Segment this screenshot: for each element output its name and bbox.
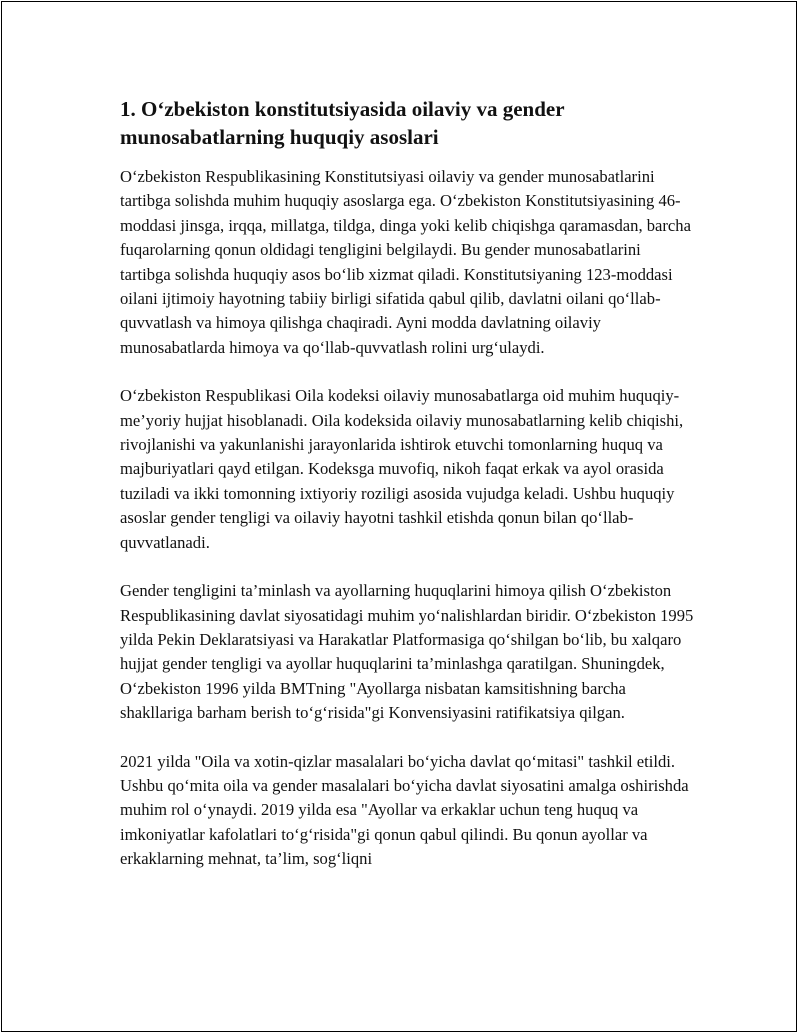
document-body	[120, 95, 695, 896]
section-title: 1. O‘zbekiston konstitutsiyasida oilaviy va gender munosabatlarning huquqiy asoslari	[120, 97, 565, 149]
paragraph-constitution: O‘zbekiston Respublikasining Konstitutsiyasi oilaviy va gender munosabatlarini tartibga solishda muhim huquqiy asoslarga ega. O‘zbekiston Konstitutsiyasining 46-moddasi jinsga, irqqa, millatga, tildga, dinga yoki kelib chiqishga qaramasdan, barcha fuqarolarning qonun oldidagi tengligini belgilaydi. Bu gender munosabatlarini tartibga solishda huquqiy asos bo‘lib xizmat qiladi. Konstitutsiyaning 123-moddasi oilani ijtimoiy hayotning tabiiy birligi sifatida qabul qilib, davlatni oilani qo‘llab-quvvatlash va himoya qilishga chaqiradi. Ayni modda davlatning oilaviy munosabatlarda himoya va qo‘llab-quvvatlash rolini urg‘ulaydi.	[120, 167, 691, 357]
paragraph-state-committee: 2021 yilda "Oila va xotin-qizlar masalalari bo‘yicha davlat qo‘mitasi" tashkil etildi. Ushbu qo‘mita oila va gender masalalari bo‘yicha davlat siyosatini amalga oshirishda muhim rol o‘ynaydi. 2019 yilda esa "Ayollar va erkaklar uchun teng huquq va imkoniyatlar kafolatlari to‘g‘risida"gi qonun qabul qilindi. Bu qonun ayollar va erkaklarning mehnat, ta’lim, sog‘liqni	[120, 751, 689, 869]
page-frame	[1, 1, 797, 1032]
paragraph-family-code: O‘zbekiston Respublikasi Oila kodeksi oilaviy munosabatlarga oid muhim huquqiy-me’yoriy hujjat hisoblanadi. Oila kodeksida oilaviy munosabatlarning kelib chiqishi, rivojlanishi va yakunlanishi jarayonlarida ishtirok etuvchi tomonlarning huquq va majburiyatlari qayd etilgan. Kodeksga muvofiq, nikoh faqat erkak va ayol orasida tuziladi va ikki tomonning ixtiyoriy roziligi asosida vujudga keladi. Ushbu huquqiy asoslar gender tengligi va oilaviy hayotni tashkil etishda qonun bilan qo‘llab-quvvatlanadi.	[120, 386, 684, 552]
paragraph-gender-equality: Gender tengligini ta’minlash va ayollarning huquqlarini himoya qilish O‘zbekiston Respublikasining davlat siyosatidagi muhim yo‘nalishlardan biridir. O‘zbekiston 1995 yilda Pekin Deklaratsiyasi va Harakatlar Platformasiga qo‘shilgan bo‘lib, bu xalqaro hujjat gender tengligi va ayollar huquqlarini ta’minlashga qaratilgan. Shuningdek, O‘zbekiston 1996 yilda BMTning "Ayollarga nisbatan kamsitishning barcha shakllariga barham berish to‘g‘risida"gi Konvensiyasini ratifikatsiya qilgan.	[120, 581, 694, 723]
